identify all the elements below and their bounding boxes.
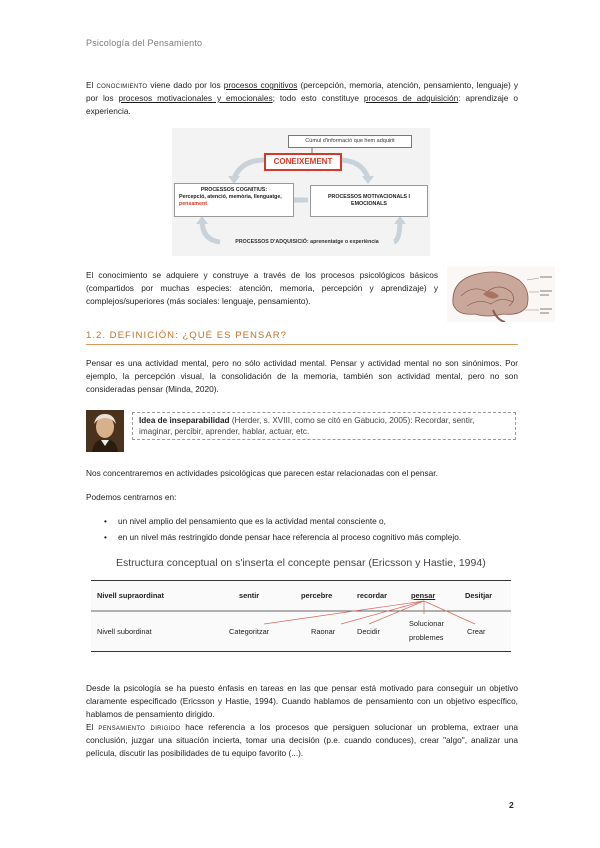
quote-term: Idea de inseparabilidad [139, 416, 230, 425]
mot-title: PROCESSOS MOTIVACIONALS I EMOCIONALS [327, 194, 410, 207]
text: ; todo esto constituye [272, 93, 364, 103]
herder-portrait [86, 410, 124, 452]
supraordinat-label: Nivell supraordinat [97, 591, 164, 600]
cumul-box: Cúmul d'informació que hem adquirit [288, 135, 412, 148]
paragraph-pensar: Pensar es una actividad mental, pero no sólo actividad mental. Pensar y actividad mental no son sinónimos. Por ejemplo, la percepción visual, la consolidación de la memoria, también son actividad mental, pero no son consideradas pensar (Minda, 2020). [86, 358, 518, 394]
concept-percebre: percebre [301, 591, 333, 600]
cog-items: Percepció, atenció, memòria, llenguatge, [179, 194, 282, 200]
subordinat-label: Nivell subordinat [97, 627, 152, 636]
paragraph-pensamiento-dirigido [86, 721, 518, 760]
bullet-icon: • [104, 516, 107, 526]
processos-adquisicio-label: PROCESSOS D'ADQUISICIÓ: aprenentatge o experiència [235, 239, 379, 245]
concept-crear: Crear [467, 627, 486, 636]
text: : aprendizaje o experiencia. [86, 93, 518, 116]
concept-desitjar: Desitjar [465, 591, 493, 600]
concept-recordar: recordar [357, 591, 387, 600]
paragraph-conocimiento [86, 79, 518, 118]
concept-structure-diagram [91, 580, 511, 652]
knowledge-diagram [172, 128, 430, 256]
paragraph-concentraremos: Nos concentraremos en actividades psicológicas que parecen estar relacionadas con el pensar. [86, 468, 438, 478]
text: El [86, 80, 97, 90]
processos-motivacionals-box [310, 185, 428, 217]
concept-sentir: sentir [239, 591, 260, 600]
cog-title: PROCESSOS COGNITIUS: [200, 187, 268, 193]
term-conocimiento: conocimiento [96, 80, 148, 90]
link-procesos-adquisicion: procesos de adquisición [363, 93, 459, 103]
text: (percepción, memoria, atención, pensamiento, lenguaje) y por los [86, 80, 519, 103]
processos-cognitius-box [174, 183, 294, 217]
quote-text: (Herder, s. XVIII, como se citó en Gabucio, 2005): Recordar, sentir, imaginar, percibir, aprender, hablar, actuar, etc. [139, 416, 475, 436]
running-header: Psicología del Pensamiento [86, 38, 203, 48]
brain-illustration [447, 266, 555, 322]
concept-categoritzar: Categoritzar [229, 627, 270, 636]
link-procesos-cognitivos: procesos cognitivos [223, 80, 298, 90]
coneixement-box: CONEIXEMENT [264, 153, 342, 171]
concept-raonar: Raonar [311, 627, 336, 636]
concept-solucionar: Solucionar problemes [409, 619, 444, 642]
concept-decidir: Decidir [357, 627, 380, 636]
text: El [86, 722, 99, 732]
link-procesos-motivacionales: procesos motivacionales y emocionales [118, 93, 273, 103]
list-item [104, 532, 461, 542]
section-divider [86, 344, 518, 345]
concept-pensar: pensar [411, 591, 436, 600]
list-item-text: un nivel amplio del pensamiento que es la actividad mental consciente o, [118, 516, 386, 526]
paragraph-adquisicion: El conocimiento se adquiere y construye a través de los procesos psicológicos básicos (compartidos por muchas especies: atención, memoria, percepción y aprendizaje) y complejos/superiores (más sociales: lenguaje, pensamiento). [86, 270, 438, 306]
text: viene dado por los [147, 80, 224, 90]
term-pensamiento-dirigido: pensamiento dirigido [98, 722, 181, 732]
portrait-image [86, 410, 124, 452]
concept-structure-title: Estructura conceptual on s'inserta el concepte pensar (Ericsson y Hastie, 1994) [116, 557, 486, 569]
bullet-icon: • [104, 532, 107, 542]
page-number: 2 [509, 800, 514, 810]
text: hace referencia a los procesos que persiguen solucionar un problema, extraer una conclusión, juzgar una situación incierta, tomar una decisión (p.e. cuando conduces), crear "algo", analizar una película, discutir las posibilidades de tu equipo favorito (...). [86, 722, 518, 758]
list-item [104, 516, 386, 526]
paragraph-enfasis: Desde la psicología se ha puesto énfasis en tareas en las que pensar está motivado para conseguir un objetivo claramente especificado (Ericsson y Hastie, 1994). Cuando hablamos de pensamiento con un objetivo específico, hablamos de pensamiento dirigido. [86, 683, 518, 719]
section-heading: 1.2. DEFINICIÓN: ¿QUÉ ES PENSAR? [86, 330, 287, 341]
paragraph-centrarnos: Podemos centrarnos en: [86, 492, 177, 502]
list-item-text: en un nivel más restringido donde pensar hace referencia al proceso cognitivo más complejo. [118, 532, 462, 542]
cog-pensament: pensament [179, 201, 207, 207]
quote-box [132, 412, 516, 440]
